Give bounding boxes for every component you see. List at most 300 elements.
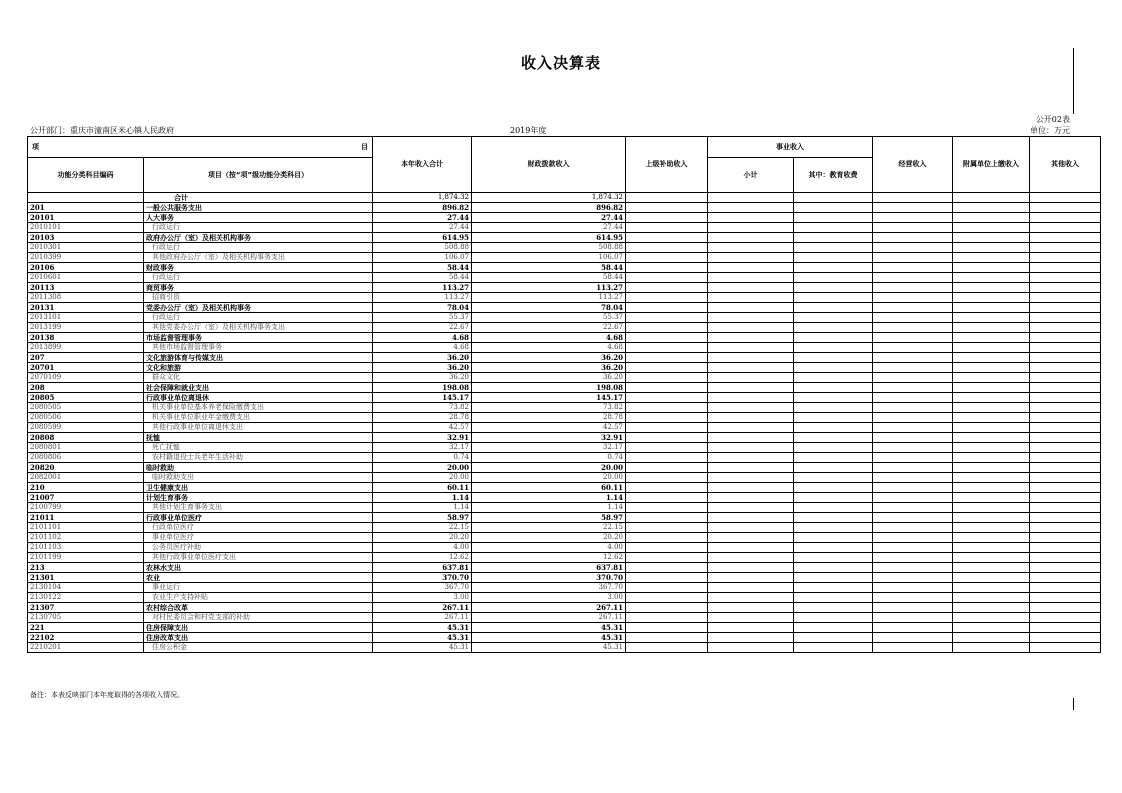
total-cell: 267.11 [373,613,472,623]
business-subtotal-cell [708,493,794,503]
total-cell: 508.88 [373,243,472,253]
superior-cell [626,573,708,583]
other-cell [1030,573,1101,583]
edu-fee-cell [794,283,873,293]
other-cell [1030,353,1101,363]
total-cell: 267.11 [373,603,472,613]
superior-cell [626,533,708,543]
business-subtotal-cell [708,233,794,243]
affiliated-cell [953,293,1030,303]
business-subtotal-cell [708,343,794,353]
fiscal-cell: 1,874.32 [472,193,626,203]
business-subtotal-cell [708,623,794,633]
fiscal-cell: 32.91 [472,433,626,443]
other-cell [1030,493,1101,503]
total-cell: 22.15 [373,523,472,533]
fiscal-cell: 637.81 [472,563,626,573]
code-cell: 207 [28,353,144,363]
table-body [28,193,1101,653]
table-row [28,493,1101,503]
superior-cell [626,383,708,393]
total-cell: 0.74 [373,453,472,463]
total-cell: 28.78 [373,413,472,423]
business-subtotal-cell [708,383,794,393]
edu-fee-cell [794,313,873,323]
edu-fee-cell [794,493,873,503]
other-cell [1030,443,1101,453]
other-cell [1030,343,1101,353]
other-cell [1030,273,1101,283]
table-row [28,563,1101,573]
affiliated-cell [953,333,1030,343]
name-cell: 行政单位医疗 [144,523,373,533]
other-cell [1030,203,1101,213]
affiliated-cell [953,193,1030,203]
total-cell: 12.62 [373,553,472,563]
edu-fee-cell [794,293,873,303]
other-cell [1030,643,1101,653]
operating-cell [873,243,953,253]
header-fiscal: 财政拨款收入 [472,137,626,193]
superior-cell [626,583,708,593]
fiscal-cell: 45.31 [472,633,626,643]
code-cell: 2101199 [28,553,144,563]
fiscal-cell: 36.20 [472,363,626,373]
name-cell: 一般公共服务支出 [144,203,373,213]
fiscal-cell: 370.70 [472,573,626,583]
name-cell: 农村籍退役士兵老年生活补助 [144,453,373,463]
other-cell [1030,323,1101,333]
edu-fee-cell [794,463,873,473]
table-row [28,393,1101,403]
superior-cell [626,253,708,263]
code-cell: 20101 [28,213,144,223]
business-subtotal-cell [708,263,794,273]
table-row [28,613,1101,623]
name-cell: 社会保障和就业支出 [144,383,373,393]
business-subtotal-cell [708,533,794,543]
affiliated-cell [953,373,1030,383]
operating-cell [873,603,953,613]
superior-cell [626,233,708,243]
business-subtotal-cell [708,413,794,423]
edu-fee-cell [794,563,873,573]
fiscal-cell: 367.70 [472,583,626,593]
superior-cell [626,353,708,363]
business-subtotal-cell [708,293,794,303]
name-cell: 住房保障支出 [144,623,373,633]
business-subtotal-cell [708,373,794,383]
edu-fee-cell [794,403,873,413]
table-row [28,573,1101,583]
total-cell: 4.00 [373,543,472,553]
other-cell [1030,523,1101,533]
fiscal-cell: 267.11 [472,613,626,623]
other-cell [1030,413,1101,423]
operating-cell [873,333,953,343]
header-subtotal: 小计 [708,158,794,193]
total-cell: 198.08 [373,383,472,393]
name-cell: 政府办公厅（室）及相关机构事务 [144,233,373,243]
operating-cell [873,253,953,263]
code-cell: 2070109 [28,373,144,383]
other-cell [1030,583,1101,593]
edu-fee-cell [794,253,873,263]
superior-cell [626,373,708,383]
affiliated-cell [953,223,1030,233]
name-cell: 卫生健康支出 [144,483,373,493]
name-cell: 其他政府办公厅（室）及相关机构事务支出 [144,253,373,263]
edu-fee-cell [794,433,873,443]
table-row [28,423,1101,433]
table-row [28,283,1101,293]
table-row [28,603,1101,613]
total-cell: 1.14 [373,493,472,503]
unit-label: 单位：万元 [1030,126,1070,135]
affiliated-cell [953,283,1030,293]
name-cell: 公务员医疗补助 [144,543,373,553]
table-row [28,643,1101,653]
business-subtotal-cell [708,363,794,373]
fiscal-cell: 12.62 [472,553,626,563]
edu-fee-cell [794,263,873,273]
affiliated-cell [953,633,1030,643]
other-cell [1030,613,1101,623]
code-cell [28,193,144,203]
business-subtotal-cell [708,333,794,343]
edu-fee-cell [794,633,873,643]
name-cell: 住房公积金 [144,643,373,653]
table-row [28,213,1101,223]
superior-cell [626,463,708,473]
edu-fee-cell [794,223,873,233]
fiscal-cell: 28.78 [472,413,626,423]
fiscal-cell: 73.82 [472,403,626,413]
code-cell: 20106 [28,263,144,273]
table-row [28,383,1101,393]
other-cell [1030,263,1101,273]
total-cell: 1,874.32 [373,193,472,203]
other-cell [1030,483,1101,493]
table-row [28,503,1101,513]
affiliated-cell [953,423,1030,433]
operating-cell [873,393,953,403]
superior-cell [626,523,708,533]
superior-cell [626,483,708,493]
superior-cell [626,293,708,303]
edu-fee-cell [794,343,873,353]
fiscal-cell: 36.20 [472,373,626,383]
operating-cell [873,353,953,363]
code-cell: 20820 [28,463,144,473]
superior-cell [626,413,708,423]
operating-cell [873,513,953,523]
table-row [28,413,1101,423]
operating-cell [873,523,953,533]
business-subtotal-cell [708,473,794,483]
code-cell: 213 [28,563,144,573]
total-cell: 58.97 [373,513,472,523]
code-cell: 221 [28,623,144,633]
table-row [28,193,1101,203]
operating-cell [873,413,953,423]
edu-fee-cell [794,513,873,523]
edu-fee-cell [794,373,873,383]
superior-cell [626,363,708,373]
page-title: 收入决算表 [520,54,601,72]
other-cell [1030,383,1101,393]
name-cell: 机关事业单位职业年金缴费支出 [144,413,373,423]
business-subtotal-cell [708,523,794,533]
edu-fee-cell [794,543,873,553]
edu-fee-cell [794,623,873,633]
business-subtotal-cell [708,613,794,623]
fiscal-cell: 4.00 [472,543,626,553]
business-subtotal-cell [708,563,794,573]
operating-cell [873,483,953,493]
affiliated-cell [953,503,1030,513]
business-subtotal-cell [708,193,794,203]
total-cell: 1.14 [373,503,472,513]
superior-cell [626,283,708,293]
business-subtotal-cell [708,243,794,253]
total-cell: 27.44 [373,223,472,233]
name-cell: 行政运行 [144,243,373,253]
edu-fee-cell [794,393,873,403]
table-row [28,253,1101,263]
footnote: 备注：本表反映部门本年度取得的各项收入情况。 [30,691,184,699]
business-subtotal-cell [708,213,794,223]
superior-cell [626,513,708,523]
code-cell: 21301 [28,573,144,583]
total-cell: 58.44 [373,263,472,273]
fiscal-cell: 4.68 [472,333,626,343]
table-row [28,353,1101,363]
table-row [28,543,1101,553]
operating-cell [873,273,953,283]
business-subtotal-cell [708,643,794,653]
business-subtotal-cell [708,313,794,323]
total-cell: 370.70 [373,573,472,583]
header-business: 事业收入 [708,137,873,158]
business-subtotal-cell [708,513,794,523]
table-row [28,523,1101,533]
fiscal-cell: 45.31 [472,623,626,633]
operating-cell [873,343,953,353]
table-row [28,553,1101,563]
operating-cell [873,573,953,583]
affiliated-cell [953,393,1030,403]
total-cell: 614.95 [373,233,472,243]
affiliated-cell [953,603,1030,613]
code-cell: 21307 [28,603,144,613]
code-cell: 2082001 [28,473,144,483]
code-cell: 2130104 [28,583,144,593]
form-number: 公开02表 [1035,115,1070,124]
total-cell: 20.20 [373,533,472,543]
superior-cell [626,313,708,323]
fiscal-cell: 1.14 [472,493,626,503]
name-cell: 农村综合改革 [144,603,373,613]
name-cell: 计划生育事务 [144,493,373,503]
code-cell: 2010399 [28,253,144,263]
other-cell [1030,213,1101,223]
affiliated-cell [953,243,1030,253]
superior-cell [626,433,708,443]
other-cell [1030,373,1101,383]
header-superior: 上级补助收入 [626,137,708,193]
header-affiliated: 附属单位上缴收入 [953,137,1030,193]
superior-cell [626,613,708,623]
affiliated-cell [953,273,1030,283]
business-subtotal-cell [708,423,794,433]
other-cell [1030,543,1101,553]
edu-fee-cell [794,203,873,213]
total-cell: 36.20 [373,373,472,383]
code-cell: 20701 [28,363,144,373]
other-cell [1030,593,1101,603]
business-subtotal-cell [708,543,794,553]
affiliated-cell [953,323,1030,333]
name-cell: 死亡抚恤 [144,443,373,453]
fiscal-cell: 267.11 [472,603,626,613]
code-cell: 2010601 [28,273,144,283]
table-row [28,333,1101,343]
fiscal-cell: 78.04 [472,303,626,313]
superior-cell [626,603,708,613]
table-row [28,633,1101,643]
fiscal-cell: 27.44 [472,213,626,223]
fiscal-cell: 20.00 [472,463,626,473]
edu-fee-cell [794,583,873,593]
fiscal-cell: 42.57 [472,423,626,433]
other-cell [1030,393,1101,403]
name-cell: 机关事业单位基本养老保险缴费支出 [144,403,373,413]
other-cell [1030,473,1101,483]
code-cell: 22102 [28,633,144,643]
edu-fee-cell [794,413,873,423]
table-row [28,313,1101,323]
operating-cell [873,293,953,303]
name-cell: 抚恤 [144,433,373,443]
other-cell [1030,453,1101,463]
edu-fee-cell [794,613,873,623]
other-cell [1030,243,1101,253]
affiliated-cell [953,473,1030,483]
code-cell: 2011308 [28,293,144,303]
total-cell: 32.91 [373,433,472,443]
name-cell: 事业单位医疗 [144,533,373,543]
table-row [28,513,1101,523]
operating-cell [873,423,953,433]
superior-cell [626,203,708,213]
superior-cell [626,563,708,573]
superior-cell [626,273,708,283]
table-row [28,303,1101,313]
other-cell [1030,463,1101,473]
fiscal-cell: 614.95 [472,233,626,243]
table-row [28,323,1101,333]
code-cell: 21011 [28,513,144,523]
operating-cell [873,313,953,323]
name-cell: 商贸事务 [144,283,373,293]
operating-cell [873,283,953,293]
name-cell: 党委办公厅（室）及相关机构事务 [144,303,373,313]
superior-cell [626,243,708,253]
operating-cell [873,383,953,393]
page-edge-line [1073,48,1074,114]
affiliated-cell [953,463,1030,473]
other-cell [1030,223,1101,233]
business-subtotal-cell [708,403,794,413]
fiscal-cell: 58.44 [472,263,626,273]
edu-fee-cell [794,593,873,603]
code-cell: 2080599 [28,423,144,433]
business-subtotal-cell [708,503,794,513]
operating-cell [873,543,953,553]
total-cell: 113.27 [373,293,472,303]
other-cell [1030,533,1101,543]
name-cell: 市场监督管理事务 [144,333,373,343]
business-subtotal-cell [708,273,794,283]
edu-fee-cell [794,303,873,313]
code-cell: 20131 [28,303,144,313]
total-cell: 367.70 [373,583,472,593]
fiscal-cell: 4.68 [472,343,626,353]
name-cell: 合计 [144,193,373,203]
operating-cell [873,203,953,213]
code-cell: 2013199 [28,323,144,333]
item-header-left: 项 [32,142,39,151]
edu-fee-cell [794,233,873,243]
superior-cell [626,493,708,503]
fiscal-cell: 22.15 [472,523,626,533]
business-subtotal-cell [708,453,794,463]
affiliated-cell [953,363,1030,373]
other-cell [1030,233,1101,243]
department-label: 公开部门：重庆市潼南区米心镇人民政府 [30,126,174,135]
operating-cell [873,473,953,483]
affiliated-cell [953,493,1030,503]
table-row [28,483,1101,493]
edu-fee-cell [794,473,873,483]
business-subtotal-cell [708,443,794,453]
other-cell [1030,553,1101,563]
name-cell: 行政运行 [144,313,373,323]
name-cell: 农业 [144,573,373,583]
table-row [28,273,1101,283]
total-cell: 106.07 [373,253,472,263]
total-cell: 113.27 [373,283,472,293]
name-cell: 其他行政事业单位离退休支出 [144,423,373,433]
superior-cell [626,223,708,233]
code-cell: 20808 [28,433,144,443]
name-cell: 住房改革支出 [144,633,373,643]
business-subtotal-cell [708,223,794,233]
table-row [28,453,1101,463]
edu-fee-cell [794,423,873,433]
edu-fee-cell [794,523,873,533]
business-subtotal-cell [708,323,794,333]
superior-cell [626,303,708,313]
edu-fee-cell [794,323,873,333]
edu-fee-cell [794,553,873,563]
code-cell: 20138 [28,333,144,343]
table-row [28,223,1101,233]
edu-fee-cell [794,603,873,613]
other-cell [1030,403,1101,413]
operating-cell [873,643,953,653]
